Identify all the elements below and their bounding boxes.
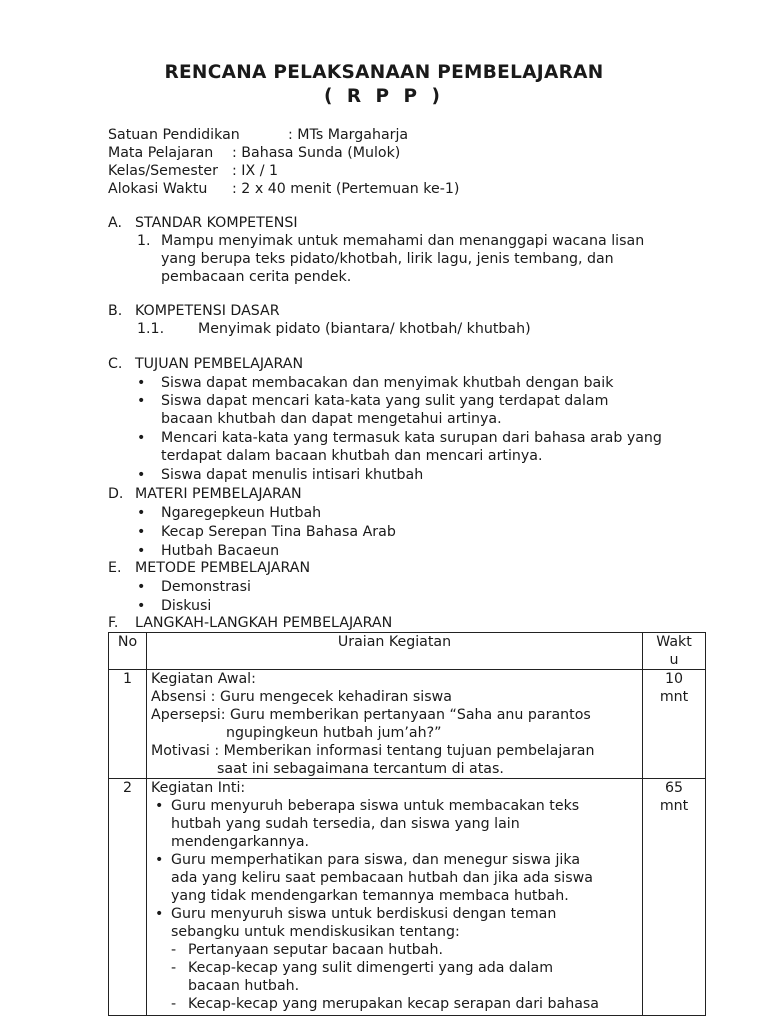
activity-line: Kecap-kecap yang merupakan kecap serapan dari bahasa	[188, 996, 599, 1012]
row-duration	[643, 670, 706, 779]
list-text-line: Siswa dapat mencari kata-kata yang sulit yang terdapat dalam	[161, 393, 609, 409]
activity-line: ngupingkeun hutbah jum’ah?”	[226, 725, 442, 741]
activity-line: Guru memperhatikan para siswa, dan menegur siswa jika	[171, 852, 581, 868]
section-heading	[108, 302, 708, 320]
activity-line: Motivasi : Memberikan informasi tentang tujuan pembelajaran	[151, 743, 595, 759]
activity-line: yang tidak mendengarkan temannya membaca hutbah.	[171, 888, 569, 904]
section-letter: A.	[108, 215, 122, 231]
bullet-icon: •	[137, 467, 146, 483]
activity-line: hutbah yang sudah tersedia, dan siswa yang lain	[171, 816, 520, 832]
section-letter: E.	[108, 560, 122, 576]
bullet-icon: •	[137, 375, 146, 391]
table-row	[109, 779, 706, 1016]
list-item	[108, 466, 708, 484]
activity-title: Kegiatan Inti:	[151, 780, 246, 796]
list-text-line: bacaan khutbah dan dapat mengetahui artinya.	[161, 411, 502, 427]
activity-line: Absensi : Guru mengecek kehadiran siswa	[151, 689, 452, 705]
dash-marker: -	[171, 960, 177, 976]
bullet-icon: •	[137, 524, 146, 540]
section-title: KOMPETENSI DASAR	[135, 303, 280, 319]
section-letter: C.	[108, 356, 123, 372]
document-subtitle: ( R P P )	[323, 86, 445, 107]
identity-value: : IX / 1	[232, 163, 279, 179]
section-letter: B.	[108, 303, 123, 319]
list-item	[151, 797, 639, 851]
dash-marker: -	[171, 942, 177, 958]
activity-line: ada yang keliru saat pembacaan hutbah dan jika ada siswa	[171, 870, 593, 886]
section-heading	[108, 355, 708, 373]
section-heading	[108, 485, 708, 503]
duration-value: 65	[664, 780, 684, 796]
identity-value: : Bahasa Sunda (Mulok)	[232, 145, 401, 161]
row-activity	[147, 779, 643, 1016]
section-title: STANDAR KOMPETENSI	[135, 215, 298, 231]
table-row	[109, 670, 706, 779]
identity-label: Satuan Pendidikan	[108, 127, 240, 143]
table-header-row	[109, 633, 706, 670]
duration-value: 10	[664, 671, 684, 687]
bullet-icon: •	[155, 798, 164, 814]
section-letter: F.	[108, 615, 119, 631]
section-heading	[108, 214, 708, 232]
dash-item	[151, 959, 639, 995]
list-text: Menyimak pidato (biantara/ khotbah/ khutbah)	[198, 321, 531, 337]
row-activity	[147, 670, 643, 779]
list-item	[151, 851, 639, 905]
activity-line: Kecap-kecap yang sulit dimengerti yang ada dalam	[188, 960, 554, 976]
bullet-icon: •	[137, 543, 146, 559]
section-heading	[108, 559, 708, 577]
list-text-line: terdapat dalam bacaan khutbah dan mencari artinya.	[161, 448, 543, 464]
list-number: 1.1.	[137, 321, 165, 337]
identity-value: : MTs Margaharja	[288, 127, 409, 143]
list-number: 1.	[137, 233, 151, 249]
list-item	[151, 905, 639, 941]
column-header-waktu-line: Wakt	[656, 634, 692, 650]
steps-table	[108, 632, 706, 1016]
list-text-line: Siswa dapat menulis intisari khutbah	[161, 467, 424, 483]
section-tujuan-pembelajaran	[108, 355, 708, 484]
bullet-icon: •	[137, 598, 146, 614]
section-letter: D.	[108, 486, 124, 502]
list-item	[108, 320, 708, 338]
activity-line: sebangku untuk mendiskusikan tentang:	[171, 924, 460, 940]
bullet-icon: •	[155, 906, 164, 922]
bullet-icon: •	[137, 505, 146, 521]
row-duration	[643, 779, 706, 1016]
identity-label: Alokasi Waktu	[108, 181, 208, 197]
list-text-line: Siswa dapat membacakan dan menyimak khutbah dengan baik	[161, 375, 614, 391]
activity-line: bacaan hutbah.	[188, 978, 300, 994]
list-text-line: pembacaan cerita pendek.	[161, 269, 352, 285]
bullet-icon: •	[137, 579, 146, 595]
list-text-line: Diskusi	[161, 598, 212, 614]
list-text-line: yang berupa teks pidato/khotbah, lirik lagu, jenis tembang, dan	[161, 251, 614, 267]
section-title: LANGKAH-LANGKAH PEMBELAJARAN	[135, 615, 393, 631]
list-item	[108, 504, 708, 522]
identity-label: Mata Pelajaran	[108, 145, 214, 161]
activity-line: mendengarkannya.	[171, 834, 310, 850]
column-header-waktu	[643, 633, 706, 670]
list-text-line: Mampu menyimak untuk memahami dan menanggapi wacana lisan	[161, 233, 645, 249]
row-number: 1	[109, 670, 147, 779]
list-item	[108, 392, 708, 428]
section-materi-pembelajaran	[108, 485, 708, 560]
list-text-line: Demonstrasi	[161, 579, 251, 595]
list-item	[108, 542, 708, 560]
bullet-icon: •	[137, 393, 146, 409]
list-item	[108, 429, 708, 465]
activity-title: Kegiatan Awal:	[151, 671, 256, 687]
row-number: 2	[109, 779, 147, 1016]
dash-marker: -	[171, 996, 177, 1012]
bullet-icon: •	[155, 852, 164, 868]
column-header-waktu-line: u	[669, 652, 679, 668]
column-header-no: No	[109, 633, 147, 670]
list-item	[108, 578, 708, 596]
section-heading	[108, 614, 708, 632]
list-text-line: Mencari kata-kata yang termasuk kata surupan dari bahasa arab yang	[161, 430, 662, 446]
activity-line: Guru menyuruh beberapa siswa untuk membacakan teks	[171, 798, 580, 814]
bullet-icon: •	[137, 430, 146, 446]
list-item	[108, 374, 708, 392]
document-title: RENCANA PELAKSANAAN PEMBELAJARAN	[164, 62, 604, 83]
section-standar-kompetensi	[108, 214, 708, 286]
section-metode-pembelajaran	[108, 559, 708, 615]
activity-line: Pertanyaan seputar bacaan hutbah.	[188, 942, 444, 958]
activity-line: Apersepsi: Guru memberikan pertanyaan “Saha anu parantos	[151, 707, 591, 723]
section-kompetensi-dasar	[108, 302, 708, 338]
activity-line: Guru menyuruh siswa untuk berdiskusi dengan teman	[171, 906, 557, 922]
section-title: METODE PEMBELAJARAN	[135, 560, 311, 576]
dash-item	[151, 941, 639, 959]
list-text-line: Ngaregepkeun Hutbah	[161, 505, 322, 521]
list-item	[108, 597, 708, 615]
identity-label: Kelas/Semester	[108, 163, 218, 179]
section-title: TUJUAN PEMBELAJARAN	[135, 356, 304, 372]
column-header-uraian: Uraian Kegiatan	[147, 633, 643, 670]
duration-unit: mnt	[659, 689, 689, 705]
dash-item	[151, 995, 639, 1013]
list-text-line: Hutbah Bacaeun	[161, 543, 280, 559]
list-item	[108, 523, 708, 541]
duration-unit: mnt	[659, 798, 689, 814]
section-title: MATERI PEMBELAJARAN	[135, 486, 302, 502]
list-text-line: Kecap Serepan Tina Bahasa Arab	[161, 524, 396, 540]
list-item	[108, 232, 708, 286]
section-langkah-pembelajaran	[108, 614, 708, 632]
activity-line: saat ini sebagaimana tercantum di atas.	[217, 761, 504, 777]
identity-value: : 2 x 40 menit (Pertemuan ke-1)	[232, 181, 460, 197]
